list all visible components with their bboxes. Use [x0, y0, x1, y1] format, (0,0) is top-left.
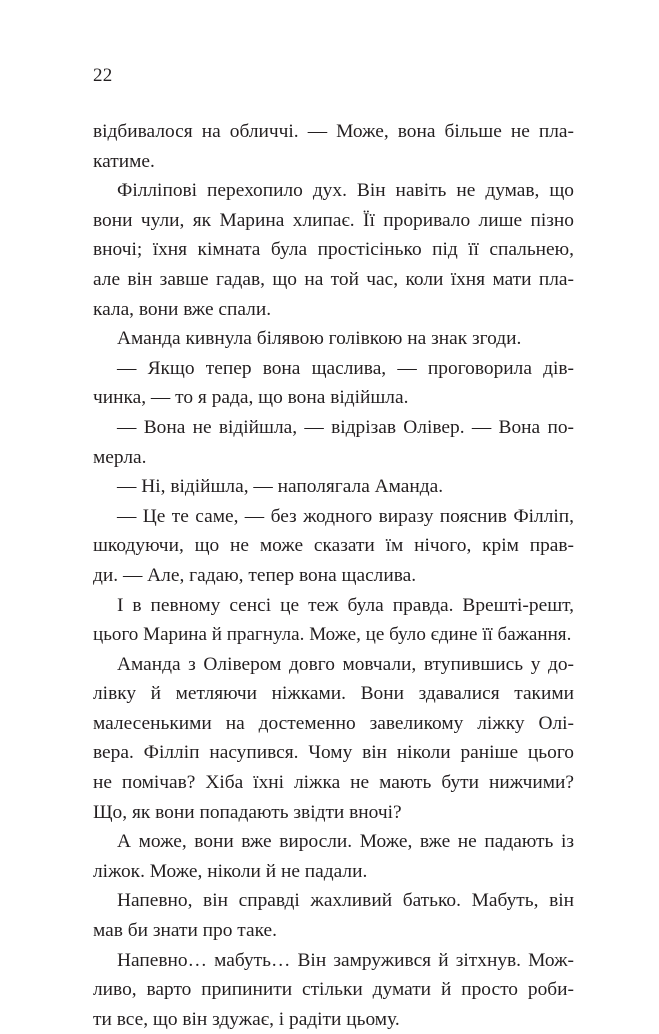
text-line: ди. — Але, гадаю, тепер вона щаслива. — [93, 564, 417, 586]
text-line: мав би знати про таке. — [93, 920, 278, 942]
text-line: вночі; їхня кімната була простісінько під її спальнею, — [93, 239, 574, 261]
text-line: Аманда з Олівером довго мовчали, втупившись у до- — [117, 653, 574, 675]
page-number: 22 — [93, 65, 113, 86]
text-line: ти все, що він здужає, і радіти цьому. — [93, 1008, 400, 1030]
text-line: вера. Філліп насупився. Чому він ніколи раніше цього — [93, 742, 574, 764]
text-line: але він завше гадав, що на той час, коли їхня мати пла- — [93, 268, 574, 290]
text-line: мерла. — [93, 446, 147, 468]
text-line: чинка, — то я рада, що вона відійшла. — [93, 387, 409, 409]
text-line: цього Марина й прагнула. Може, це було єдине її бажання. — [93, 624, 572, 646]
text-line: Філліпові перехопило дух. Він навіть не думав, що — [117, 180, 574, 202]
text-line: Напевно, він справді жахливий батько. Мабуть, він — [117, 890, 574, 912]
text-line: катиме. — [93, 150, 155, 172]
text-line: І в певному сенсі це теж була правда. Врешті-решт, — [117, 594, 574, 616]
text-line: вони чули, як Марина хлипає. Її проривало лише пізно — [93, 209, 574, 231]
text-line: Що, як вони попадають звідти вночі? — [93, 801, 402, 823]
body-text — [93, 117, 574, 1034]
text-line: шкодуючи, що не може сказати їм нічого, крім прав- — [93, 535, 574, 557]
text-line: лівку й метляючи ніжками. Вони здавалися такими — [93, 683, 574, 705]
text-line: А може, вони вже виросли. Може, вже не падають із — [117, 831, 574, 853]
text-line: — Ні, відійшла, — наполягала Аманда. — [117, 476, 444, 498]
text-line: — Якщо тепер вона щаслива, — проговорила дів- — [117, 357, 574, 379]
text-line: кала, вони вже спали. — [93, 298, 272, 320]
text-line: Напевно… мабуть… Він замружився й зітхнув. Мож- — [117, 949, 574, 971]
text-line: ліжок. Може, ніколи й не падали. — [93, 860, 368, 882]
text-line: ливо, варто припинити стільки думати й просто роби- — [93, 979, 574, 1001]
text-line: малесенькими на достеменно завеликому ліжку Олі- — [93, 712, 574, 734]
text-line: відбивалося на обличчі. — Може, вона більше не пла- — [93, 121, 574, 142]
text-line: Аманда кивнула білявою голівкою на знак згоди. — [117, 328, 522, 350]
text-line: — Вона не відійшла, — відрізав Олівер. — Вона по- — [117, 416, 574, 438]
text-line: не помічав? Хіба їхні ліжка не мають бути нижчими? — [93, 772, 574, 794]
text-line: — Це те саме, — без жодного виразу пояснив Філліп, — [117, 505, 574, 527]
